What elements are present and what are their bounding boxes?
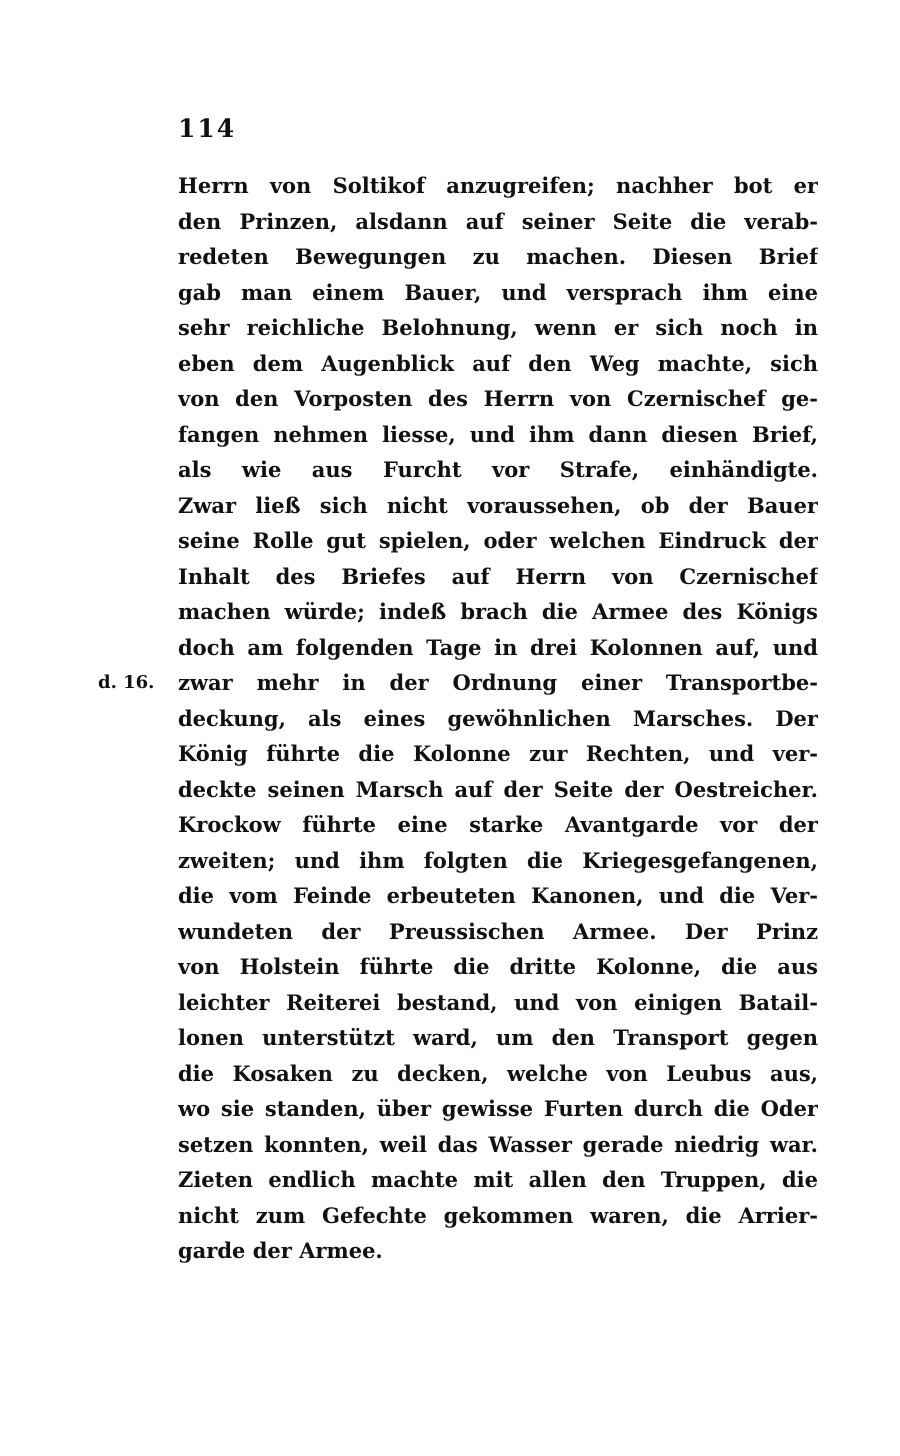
text-line: Zieten endlich machte mit allen den Truppen, die bbox=[178, 1167, 818, 1192]
text-line: von Holstein führte die dritte Kolonne, die aus bbox=[178, 954, 818, 979]
text-line: die vom Feinde erbeuteten Kanonen, und die Ver- bbox=[178, 883, 818, 908]
text-line: doch am folgenden Tage in drei Kolonnen auf, und bbox=[178, 634, 818, 660]
text-line: von den Vorposten des Herrn von Czernischef ge- bbox=[178, 386, 818, 411]
text-line: lonen unterstützt ward, um den Transport gegen bbox=[178, 1025, 818, 1050]
text-line: zwar mehr in der Ordnung einer Transportbe- bbox=[178, 670, 818, 695]
text-line: leichter Reiterei bestand, und von einigen Batail- bbox=[178, 989, 818, 1015]
text-line: König führte die Kolonne zur Rechten, und ver- bbox=[178, 741, 818, 766]
text-line: deckung, als eines gewöhnlichen Marsches. Der bbox=[178, 705, 818, 731]
text-line: wo sie standen, über gewisse Furten durch die Oder bbox=[178, 1096, 818, 1121]
text-line: zweiten; und ihm folgten die Kriegesgefangenen, bbox=[178, 847, 818, 873]
text-line: sehr reichliche Belohnung, wenn er sich noch in bbox=[178, 315, 818, 340]
text-line: fangen nehmen liesse, und ihm dann diesen Brief, bbox=[178, 421, 818, 447]
text-line: gab man einem Bauer, und versprach ihm eine bbox=[178, 279, 818, 305]
text-line: den Prinzen, alsdann auf seiner Seite die verab- bbox=[178, 208, 818, 234]
body-text bbox=[178, 168, 818, 1269]
text-line: garde der Armee. bbox=[178, 1238, 383, 1263]
margin-date-note: d. 16. bbox=[98, 672, 155, 693]
text-line: die Kosaken zu decken, welche von Leubus aus, bbox=[178, 1060, 818, 1086]
text-line: machen würde; indeß brach die Armee des Königs bbox=[178, 599, 818, 624]
text-line: nicht zum Gefechte gekommen waren, die Arrier- bbox=[178, 1202, 818, 1228]
text-line: wundeten der Preussischen Armee. Der Prinz bbox=[178, 918, 818, 944]
text-line: Inhalt des Briefes auf Herrn von Czernischef bbox=[178, 563, 818, 589]
text-line: seine Rolle gut spielen, oder welchen Eindruck der bbox=[178, 528, 818, 553]
text-line: redeten Bewegungen zu machen. Diesen Brief bbox=[178, 244, 818, 269]
text-line: Herrn von Soltikof anzugreifen; nachher bot er bbox=[178, 173, 818, 198]
text-line: Zwar ließ sich nicht voraussehen, ob der Bauer bbox=[178, 492, 818, 518]
page-number: 114 bbox=[178, 114, 237, 143]
text-line: als wie aus Furcht vor Strafe, einhändigte. bbox=[178, 457, 818, 482]
text-line: Krockow führte eine starke Avantgarde vor der bbox=[178, 812, 818, 837]
text-line: deckte seinen Marsch auf der Seite der Oestreicher. bbox=[178, 776, 818, 802]
text-line: eben dem Augenblick auf den Weg machte, sich bbox=[178, 350, 818, 376]
text-line: setzen konnten, weil das Wasser gerade niedrig war. bbox=[178, 1131, 818, 1157]
